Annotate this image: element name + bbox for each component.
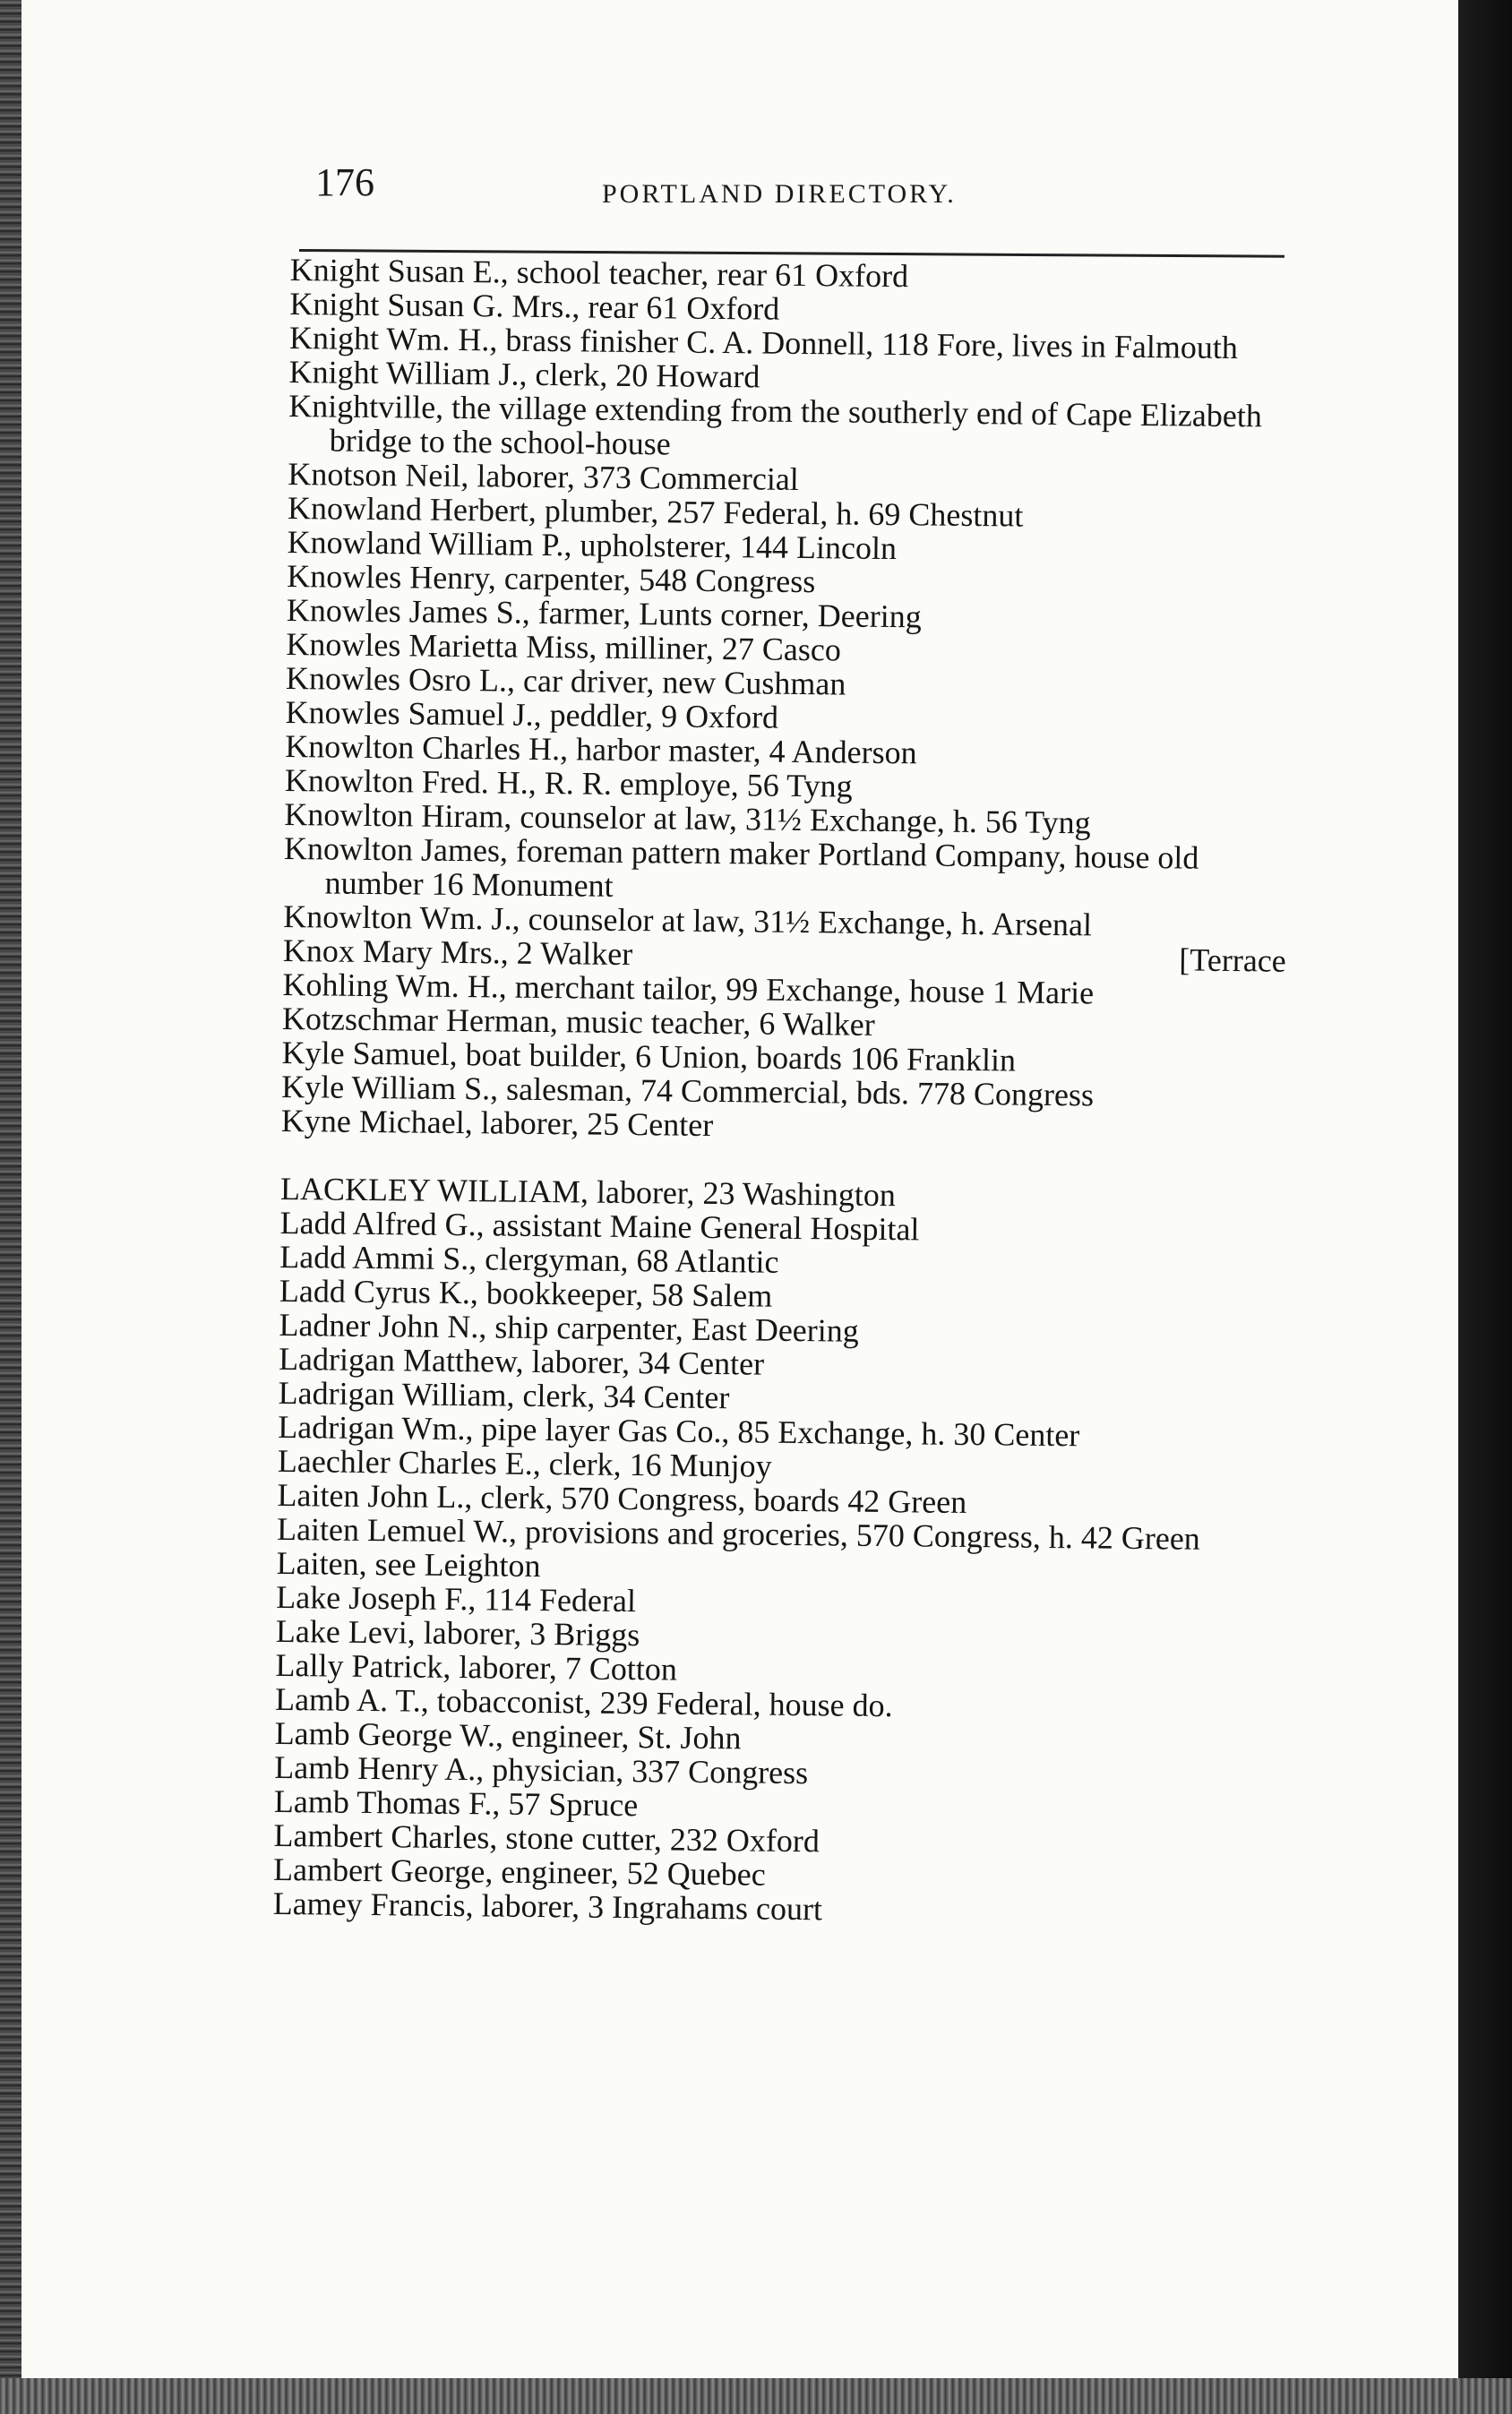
- entry-text: Knowlton James, foreman pattern maker Portland Company, house old number 16 Monument: [283, 829, 1199, 904]
- entry-text: Lambert Charles, stone cutter, 232 Oxford: [273, 1817, 820, 1860]
- entry-text: Kotzschmar Herman, music teacher, 6 Walker: [281, 1000, 875, 1043]
- page-number: 176: [315, 160, 374, 204]
- entry-text: Knowles Henry, carpenter, 548 Congress: [287, 557, 816, 600]
- entry-overflow-text: [Terrace: [1179, 941, 1286, 979]
- entry-text: Ladner John N., ship carpenter, East Deering: [279, 1306, 859, 1349]
- entry-text: Knowles Marietta Miss, milliner, 27 Casco: [286, 625, 842, 668]
- entry-text: Knight Wm. H., brass finisher C. A. Donnell, 118 Fore, lives in Falmouth: [288, 319, 1239, 366]
- entry-text: Laiten Lemuel W., provisions and groceries, 570 Congress, h. 42 Green: [276, 1510, 1201, 1557]
- directory-entry: [288, 389, 1293, 468]
- entry-text: Laechler Charles E., clerk, 16 Munjoy: [277, 1442, 772, 1484]
- entry-text: Knowlton Wm. J., counselor at law, 31½ Exchange, h. Arsenal: [283, 898, 1093, 943]
- entry-text: Knight Susan G. Mrs., rear 61 Oxford: [289, 285, 780, 327]
- entry-text: Lamb A. T., tobacconist, 239 Federal, house do.: [274, 1680, 893, 1724]
- entry-text: Knight Susan E., school teacher, rear 61 Oxford: [289, 252, 909, 295]
- entry-text: Ladd Ammi S., clergyman, 68 Atlantic: [279, 1238, 779, 1280]
- entry-text: Laiten John L., clerk, 570 Congress, boards 42 Green: [277, 1476, 967, 1520]
- entry-text: Lamb Thomas F., 57 Spruce: [273, 1783, 639, 1824]
- entry-text: Kyne Michael, laborer, 25 Center: [280, 1102, 714, 1143]
- entry-text: Lamb George W., engineer, St. John: [274, 1714, 742, 1757]
- entry-text: Knight William J., clerk, 20 Howard: [288, 353, 760, 395]
- entry-text: Lally Patrick, laborer, 7 Cotton: [275, 1646, 678, 1688]
- entry-text: Ladrigan William, clerk, 34 Center: [278, 1374, 730, 1416]
- entry-text: Knox Mary Mrs., 2 Walker: [282, 932, 633, 973]
- entry-text: Knotson Neil, laborer, 373 Commercial: [288, 455, 800, 497]
- entry-text: Knowlton Fred. H., R. R. employe, 56 Tyng: [284, 761, 853, 804]
- directory-entry: [283, 831, 1287, 910]
- entry-text: Ladd Cyrus K., bookkeeper, 58 Salem: [279, 1272, 773, 1314]
- directory-entries: [273, 253, 1293, 1931]
- entry-text: Kohling Wm. H., merchant tailor, 99 Exchange, house 1 Marie: [282, 966, 1095, 1011]
- entry-text: LACKLEY WILLIAM, laborer, 23 Washington: [279, 1170, 897, 1214]
- entry-text: Lamey Francis, laborer, 3 Ingrahams court: [272, 1885, 823, 1928]
- entry-text: Knightville, the village extending from the southerly end of Cape Elizabeth bridge to the school-house: [288, 387, 1263, 462]
- directory-page: [21, 0, 1458, 2378]
- entry-text: Kyle Samuel, boat builder, 6 Union, boards 106 Franklin: [281, 1034, 1017, 1078]
- scan-edge-right: [1458, 0, 1512, 2414]
- running-title: PORTLAND DIRECTORY.: [602, 179, 957, 209]
- entry-text: Lamb Henry A., physician, 337 Congress: [274, 1748, 809, 1791]
- entry-text: Knowles Osro L., car driver, new Cushman: [285, 659, 846, 702]
- scan-edge-bottom: [0, 2378, 1512, 2414]
- scan-edge-left: [0, 0, 21, 2414]
- entry-text: Ladd Alfred G., assistant Maine General Hospital: [279, 1204, 920, 1248]
- entry-text: Lambert George, engineer, 52 Quebec: [272, 1851, 766, 1893]
- entry-text: Kyle William S., salesman, 74 Commercial, bds. 778 Congress: [281, 1068, 1095, 1113]
- running-head: [315, 159, 1283, 222]
- entry-text: Ladrigan Matthew, laborer, 34 Center: [278, 1340, 765, 1382]
- entry-text: Ladrigan Wm., pipe layer Gas Co., 85 Exchange, h. 30 Center: [278, 1408, 1080, 1454]
- entry-text: Knowles Samuel J., peddler, 9 Oxford: [285, 693, 779, 735]
- entry-text: Knowlton Hiram, counselor at law, 31½ Exchange, h. 56 Tyng: [284, 795, 1091, 841]
- entry-text: Knowles James S., farmer, Lunts corner, Deering: [286, 591, 922, 635]
- entry-text: Knowland Herbert, plumber, 257 Federal, h. 69 Chestnut: [287, 489, 1024, 534]
- entry-text: Knowlton Charles H., harbor master, 4 Anderson: [285, 727, 917, 771]
- entry-text: Knowland William P., upholsterer, 144 Lincoln: [287, 523, 898, 567]
- entry-text: Lake Joseph F., 114 Federal: [276, 1578, 637, 1619]
- entry-text: Lake Levi, laborer, 3 Briggs: [275, 1612, 640, 1654]
- entry-text: Laiten, see Leighton: [276, 1544, 541, 1585]
